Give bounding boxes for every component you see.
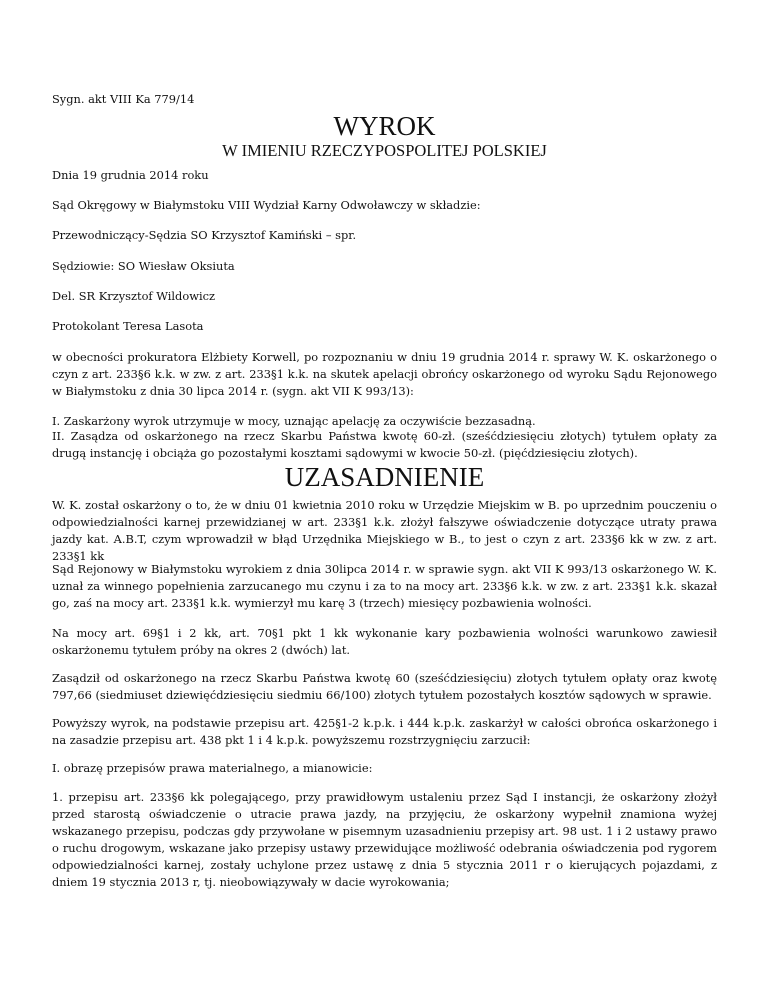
document-subtitle: W IMIENIU RZECZYPOSPOLITEJ POLSKIEJ bbox=[222, 141, 547, 160]
judges: Sędziowie: SO Wiesław Oksiuta bbox=[52, 259, 235, 273]
verdict-point-1: I. Zaskarżony wyrok utrzymuje w mocy, uznając apelację za oczywiście bezzasadną. bbox=[52, 414, 536, 428]
justification-paragraph-1: W. K. został oskarżony o to, że w dniu 01 kwietnia 2010 roku w Urzędzie Miejskim w B. po uprzednim pouczeniu o odpowiedzialności karnej przewidzianej w art. 233§1 k.k. złożył fałszywe oświadczenie dotyczące utraty prawa jazdy kat. A.B.T, czym wprowadził w błąd Urzędnika Miejskiego w B., to jest o czyn z art. 233§6 kk w zw. z art. 233§1 kk bbox=[52, 498, 717, 563]
justification-title: UZASADNIENIE bbox=[284, 462, 485, 492]
justification-paragraph-5: Powyższy wyrok, na podstawie przepisu art. 425§1-2 k.p.k. i 444 k.p.k. zaskarżył w całości obrońca oskarżonego i na zasadzie przepisu art. 438 pkt 1 i 4 k.p.k. powyższemu rozstrzygnięciu zarzucił: bbox=[52, 716, 717, 747]
court-clerk: Protokolant Teresa Lasota bbox=[52, 319, 204, 333]
judgment-date: Dnia 19 grudnia 2014 roku bbox=[52, 168, 209, 182]
verdict-point-2: II. Zasądza od oskarżonego na rzecz Skarbu Państwa kwotę 60-zł. (sześćdziesięciu złotych) tytułem opłaty za drugą instancję i obciąża go pozostałymi kosztami sądowymi w kwocie 50-zł. (pięćdziesięciu złotych). bbox=[52, 429, 717, 460]
presiding-judge: Przewodniczący-Sędzia SO Krzysztof Kamiński – spr. bbox=[52, 228, 357, 242]
justification-paragraph-4: Zasądził od oskarżonego na rzecz Skarbu Państwa kwotę 60 (sześćdziesięciu) złotych tytułem opłaty oraz kwotę 797,66 (siedmiuset dziewięćdziesięciu siedmiu 66/100) złotych tytułem pozostałych kosztów sądowych w sprawie. bbox=[52, 671, 717, 702]
proceedings-paragraph: w obecności prokuratora Elżbiety Korwell, po rozpoznaniu w dniu 19 grudnia 2014 r. sprawy W. K. oskarżonego o czyn z art. 233§6 k.k. w zw. z art. 233§1 k.k. na skutek apelacji obrońcy oskarżonego od wyroku Sądu Rejonowego w Białymstoku z dnia 30 lipca 2014 r. (sygn. akt VII K 993/13): bbox=[52, 350, 717, 398]
justification-paragraph-3: Na mocy art. 69§1 i 2 kk, art. 70§1 pkt 1 kk wykonanie kary pozbawienia wolności warunkowo zawiesił oskarżonemu tytułem próby na okres 2 (dwóch) lat. bbox=[52, 626, 717, 657]
court-composition: Sąd Okręgowy w Białymstoku VIII Wydział Karny Odwoławczy w składzie: bbox=[52, 198, 481, 212]
justification-paragraph-2: Sąd Rejonowy w Białymstoku wyrokiem z dnia 30lipca 2014 r. w sprawie sygn. akt VII K 993/13 oskarżonego W. K. uznał za winnego popełnienia zarzucanego mu czynu i za to na mocy art. 233§6 k.k. w zw. z art. 233§1 k.k. skazał go, zaś na mocy art. 233§1 k.k. wymierzył mu karę 3 (trzech) miesięcy pozbawienia wolności. bbox=[52, 562, 717, 610]
case-signature: Sygn. akt VIII Ka 779/14 bbox=[52, 92, 195, 106]
document-title: WYROK bbox=[333, 111, 436, 141]
delegated-judge: Del. SR Krzysztof Wildowicz bbox=[52, 289, 215, 303]
justification-paragraph-7: 1. przepisu art. 233§6 kk polegającego, przy prawidłowym ustaleniu przez Sąd I instancji, że oskarżony złożył przed starostą oświadczenie o utracie prawa jazdy, na przyjęciu, że oskarżony wypełnił znamiona wyżej wskazanego przepisu, podczas gdy przywołane w pisemnym uzasadnieniu przepisy art. 98 ust. 1 i 2 ustawy prawo o ruchu drogowym, wskazane jako przepisy ustawy przewidujące możliwość odebrania oświadczenia pod rygorem odpowiedzialności karnej, zostały uchylone przez ustawę z dnia 5 stycznia 2011 r o kierujących pojazdami, z dniem 19 stycznia 2013 r, tj. nieobowiązywały w dacie wyrokowania; bbox=[52, 790, 717, 889]
justification-paragraph-6: I. obrazę przepisów prawa materialnego, a mianowicie: bbox=[52, 761, 373, 775]
